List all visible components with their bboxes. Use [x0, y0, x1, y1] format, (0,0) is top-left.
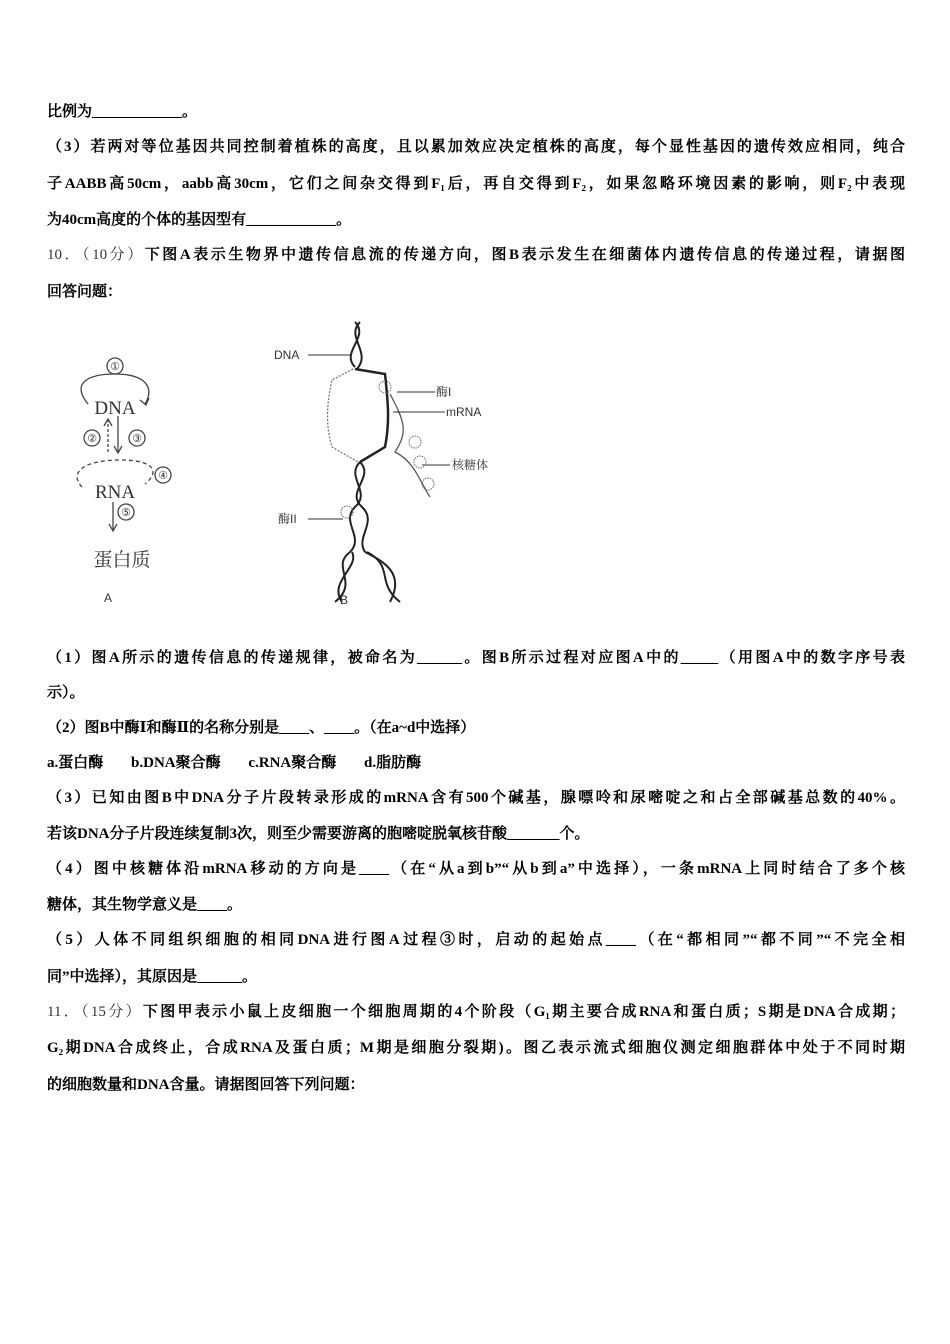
text-line: 为40cm高度的个体的基因型有____________。: [47, 212, 352, 228]
dna-label-b: DNA: [274, 348, 300, 362]
text-line: 子AABB高50cm，aabb高30cm，它们之间杂交得到F₁后，再自交得到F₂，如果忽略环境因素的影响，则F₂中表现: [47, 176, 905, 192]
question-10-5: （5）人体不同组织细胞的相同DNA进行图A过程③时，启动的起始点____（在“都相同”“都不同”“不完全相: [47, 932, 905, 948]
question-9-3: （3）若两对等位基因共同控制着植株的高度，且以累加效应决定植株的高度，每个显性基因的遗传效应相同，纯合: [47, 139, 905, 155]
label-2: ②: [87, 433, 97, 445]
enzyme-2-label: 酶II: [278, 512, 297, 526]
question-text: 下图甲表示小鼠上皮细胞一个细胞周期的4个阶段（G₁期主要合成RNA和蛋白质；S期是DNA合成期；: [142, 1004, 905, 1020]
enzyme-1-label: 酶I: [436, 385, 452, 399]
label-3: ③: [132, 433, 142, 445]
question-number: 10．（10分）: [47, 247, 145, 263]
options-row: [47, 753, 905, 773]
text-line: 糖体，其生物学意义是____。: [47, 897, 243, 913]
text-line: 若该DNA分子片段连续复制3次，则至少需要游离的胞嘧啶脱氧核苷酸_______个。: [47, 826, 590, 842]
mrna-strand: [390, 394, 430, 497]
question-10-4: （4）图中核糖体沿mRNA移动的方向是____（在“从a到b”“从b到a”中选择），一条mRNA上同时结合了多个核: [47, 861, 905, 877]
question-10-1: （1）图A所示的遗传信息的传递规律，被命名为______。图B所示过程对应图A中的_____（用图A中的数字序号表: [47, 650, 905, 666]
mrna-label: mRNA: [446, 405, 482, 419]
text-line: 的细胞数量和DNA含量。请据图回答下列问题：: [47, 1077, 365, 1093]
text-line: 比例为____________。: [47, 104, 198, 120]
text-line: 回答问题：: [47, 284, 123, 300]
option-a: a.蛋白酶: [47, 755, 104, 771]
caption-b: B: [340, 593, 349, 607]
text-line: G₂期DNA合成终止，合成RNA及蛋白质；M期是细胞分裂期)。图乙表示流式细胞仪测定细胞群体中处于不同时期: [47, 1040, 905, 1056]
question-11-stem: [47, 1002, 905, 1022]
question-10-stem: [47, 245, 905, 265]
ribosome-label: 核糖体: [452, 458, 489, 472]
question-number: 11．（15分）: [47, 1004, 143, 1020]
question-10-3: （3）已知由图B中DNA分子片段转录形成的mRNA含有500个碱基，腺嘌呤和尿嘧啶之和占全部碱基总数的40%。: [47, 790, 905, 806]
question-10-2: （2）图B中酶Ⅰ和酶Ⅱ的名称分别是____、____。（在a~d中选择）: [47, 720, 476, 736]
figure-genetic-info-flow: [60, 312, 520, 612]
label-4: ④: [158, 470, 168, 482]
dna-label: DNA: [94, 398, 136, 419]
protein-label: 蛋白质: [93, 550, 151, 571]
question-text: 下图A表示生物界中遗传信息流的传递方向，图B表示发生在细菌体内遗传信息的传递过程，请据图: [144, 247, 905, 263]
rna-label: RNA: [94, 482, 136, 503]
text-line: 同”中选择），其原因是______。: [47, 969, 258, 985]
option-c: c.RNA聚合酶: [248, 755, 337, 771]
figure-b-dna-helix: [328, 322, 435, 602]
option-b: b.DNA聚合酶: [131, 755, 221, 771]
option-d: d.脂肪酶: [364, 755, 422, 771]
text-line: 示）。: [47, 685, 85, 701]
caption-a: A: [103, 591, 113, 605]
label-1: ①: [110, 361, 120, 373]
label-5: ⑤: [121, 507, 131, 519]
